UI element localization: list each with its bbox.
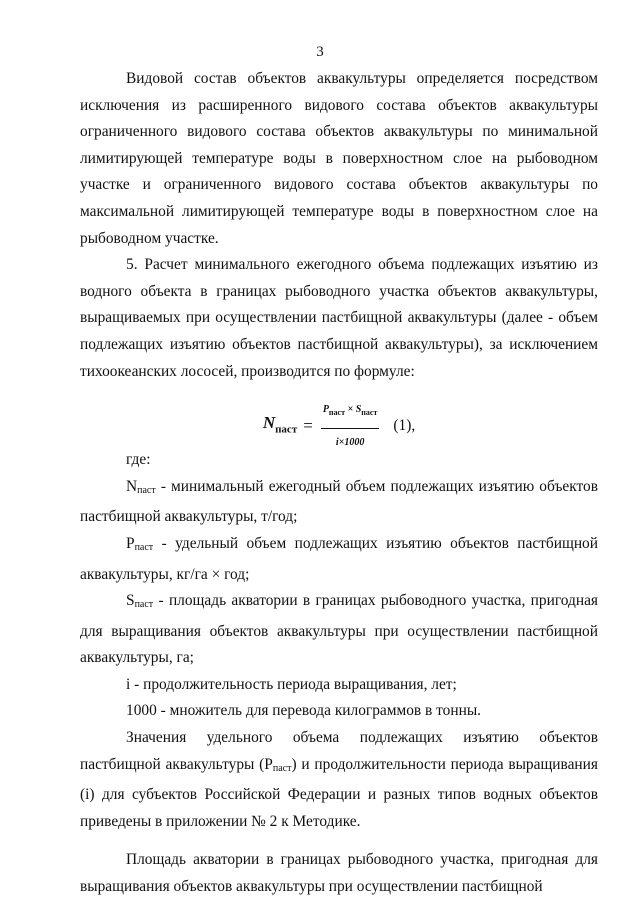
- formula-lhs: [263, 410, 297, 443]
- def-n-symbol: N: [126, 477, 138, 495]
- paragraph-values-part-a: Значения удельного объема подлежащих изъятию объектов пастбищной аквакультуры (P: [80, 729, 598, 773]
- paragraph-calculation: 5. Расчет минимального ежегодного объема подлежащих изъятию из водного объекта в границах рыбоводного участка объектов аквакультуры, выращиваемых при осуществлении пастбищной аквакультуры (далее - объем подлежащих изъятию объектов пастбищной аквакультуры), за исключением тихоокеанских лососей, производится по формуле:: [80, 256, 598, 380]
- formula-lhs-subscript: паст: [275, 423, 298, 436]
- formula-equals: =: [303, 416, 313, 436]
- formula: [263, 397, 415, 456]
- formula-num-s: S: [355, 404, 362, 416]
- formula-number: (1),: [393, 417, 416, 435]
- formula-num-p-sub: паст: [328, 408, 346, 418]
- page-number: 3: [316, 44, 324, 60]
- formula-numerator: [321, 397, 380, 429]
- definition-i: i - продолжительность периода выращивания, лет;: [126, 675, 457, 693]
- formula-num-s-sub: паст: [361, 408, 378, 418]
- paragraph-area: Площадь акватории в границах рыбоводного участка, пригодная для выращивания объектов аквакультуры при осуществлении пастбищной: [80, 851, 598, 896]
- where-label: где:: [126, 451, 151, 469]
- definition-1000: 1000 - множитель для перевода килограммов в тонны.: [126, 702, 482, 720]
- formula-fraction: [321, 397, 380, 456]
- def-n-subscript: паст: [137, 484, 156, 496]
- def-n-text: - минимальный ежегодный объем подлежащих изъятию объектов пастбищной аквакультуры, т/год;: [80, 477, 598, 526]
- paragraph-species: Видовой состав объектов аквакультуры определяется посредством исключения из расширенного видового состава объектов аквакультуры ограниченного видового состава объектов аквакультуры по минимальной лимитирующей температуре воды в поверхностном слое на рыбоводном участке и ограниченного видового состава объектов аквакультуры по максимальной лимитирующей температуре воды в поверхностном слое на рыбоводном участке.: [80, 70, 598, 247]
- def-s-subscript: паст: [134, 599, 154, 611]
- definition-s: [80, 588, 598, 672]
- definition-p: [80, 531, 598, 588]
- formula-times: ×: [347, 404, 354, 416]
- def-p-subscript: паст: [134, 541, 154, 553]
- definition-n: [80, 474, 598, 531]
- def-p-text: - удельный объем подлежащих изъятию объектов пастбищной аквакультуры, кг/га × год;: [80, 534, 598, 583]
- def-s-symbol: S: [126, 592, 135, 610]
- paragraph-values-part-b: ) и продолжительности периода выращивания (i) для субъектов Российской Федерации и разных типов водных объектов приведены в приложении № 2 к Методике.: [80, 755, 598, 830]
- paragraph-values: [80, 725, 598, 835]
- paragraph-values-subscript: паст: [272, 762, 292, 774]
- document-body: [80, 66, 598, 901]
- formula-num-p: P: [322, 404, 329, 416]
- def-p-symbol: P: [126, 534, 135, 552]
- formula-denominator: i×1000: [335, 436, 365, 448]
- formula-lhs-symbol: N: [262, 413, 276, 433]
- def-s-text: - площадь акватории в границах рыбоводного участка, пригодная для выращивания объектов аквакультуры при осуществлении пастбищной аквакультуры, га;: [80, 592, 598, 667]
